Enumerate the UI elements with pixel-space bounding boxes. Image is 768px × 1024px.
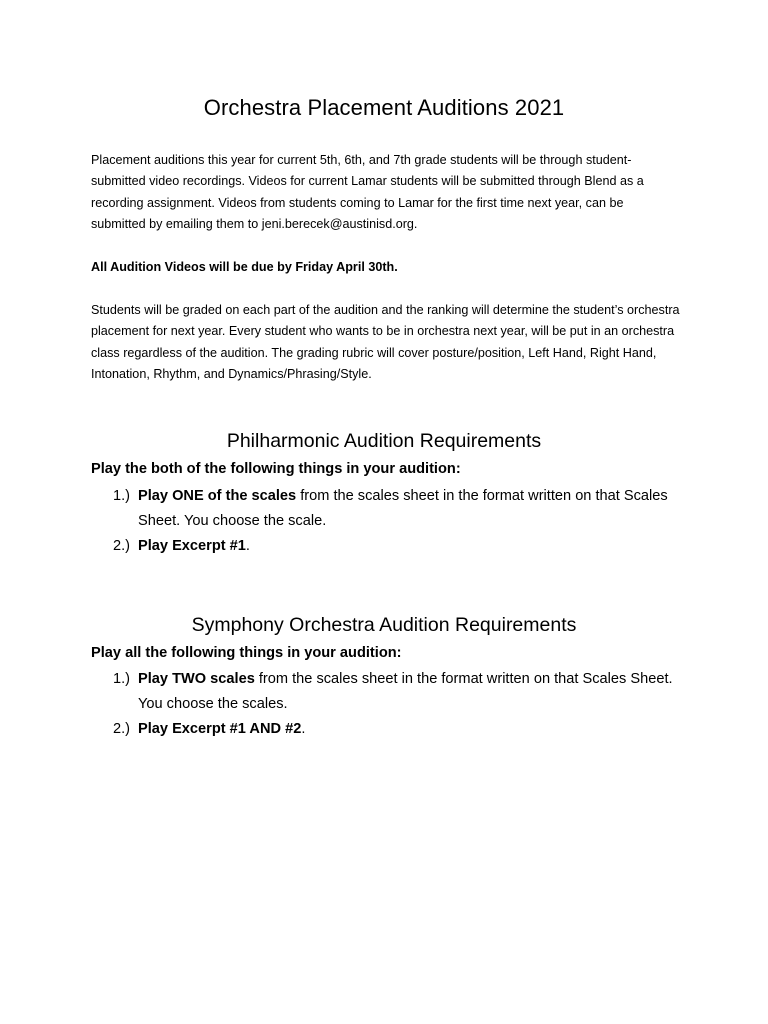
document-title: Orchestra Placement Auditions 2021 — [203, 95, 565, 120]
philharmonic-heading: Philharmonic Audition Requirements — [226, 430, 542, 452]
list-item-text — [136, 484, 673, 534]
list-item-bold-text: Play ONE of the scales — [138, 488, 297, 504]
list-item — [113, 484, 673, 534]
list-item-rest-text: . — [245, 538, 250, 554]
list-item-text — [136, 667, 673, 717]
list-item-bold-text: Play TWO scales — [138, 671, 255, 687]
list-item-number: 1.) — [113, 488, 131, 504]
list-item-text — [136, 534, 673, 559]
list-item-rest-text: . — [301, 721, 306, 737]
intro-paragraph: Placement auditions this year for current 5th, 6th, and 7th grade students will be through student-submitted video recordings. Videos for current Lamar students will be submitted through Blend as a recording assignment. Videos from students coming to Lamar for the first time next year, can be submitted by emailing them to jeni.berecek@austinisd.org. — [91, 153, 644, 231]
list-item — [113, 534, 673, 559]
list-item-number: 1.) — [113, 671, 131, 687]
list-item-rest-text: from the scales sheet in the format written on that Scales Sheet. You choose the scales. — [138, 671, 673, 712]
philharmonic-intro: Play the both of the following things in your audition: — [91, 461, 461, 477]
list-item-number: 2.) — [113, 538, 131, 554]
list-item-bold-text: Play Excerpt #1 AND #2 — [138, 721, 302, 737]
symphony-requirements-list — [113, 667, 673, 742]
list-item — [113, 717, 673, 742]
list-item — [113, 667, 673, 717]
due-date-paragraph: All Audition Videos will be due by Friday April 30th. — [91, 260, 398, 274]
list-item-text — [136, 717, 673, 742]
symphony-heading: Symphony Orchestra Audition Requirements — [191, 614, 577, 636]
symphony-intro: Play all the following things in your audition: — [91, 645, 402, 661]
list-item-bold-text: Play Excerpt #1 — [138, 538, 246, 554]
list-item-rest-text: from the scales sheet in the format written on that Scales Sheet. You choose the scale. — [138, 488, 668, 529]
grading-paragraph: Students will be graded on each part of the audition and the ranking will determine the student’s orchestra placement for next year. Every student who wants to be in orchestra next year, will be put in an orchestra class regardless of the audition. The grading rubric will cover posture/position, Left Hand, Right Hand, Intonation, Rhythm, and Dynamics/Phrasing/Style. — [91, 303, 680, 381]
philharmonic-requirements-list — [113, 484, 673, 559]
list-item-number: 2.) — [113, 721, 131, 737]
